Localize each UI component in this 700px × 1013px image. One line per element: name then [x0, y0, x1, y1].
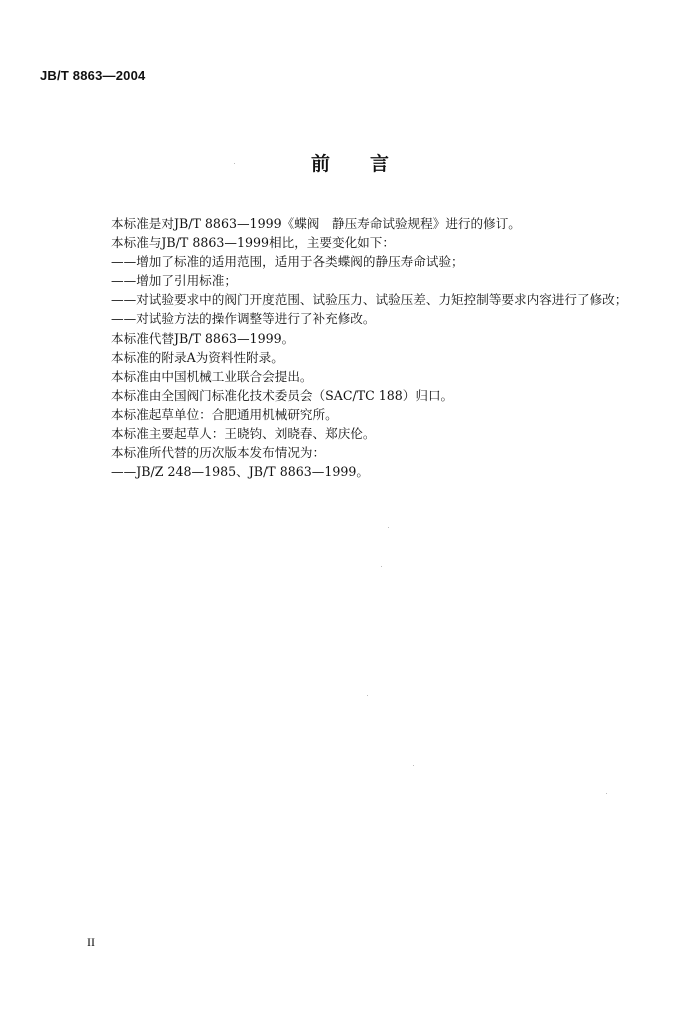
- paragraph-annex: 本标准的附录A为资料性附录。: [111, 349, 284, 365]
- change-item-references: ——增加了引用标准；: [111, 273, 237, 289]
- paragraph-administered-by: 本标准由全国阀门标准化技术委员会（SAC/TC 188）归口。: [111, 387, 454, 403]
- change-item-methods: ——对试验方法的操作调整等进行了补充修改。: [111, 311, 376, 327]
- paragraph-drafters: 本标准主要起草人：王晓钧、刘晓春、郑庆伦。: [111, 426, 376, 442]
- foreword-body: [111, 214, 671, 481]
- page-title: [0, 149, 700, 176]
- scan-speck: [367, 695, 368, 696]
- page-number: II: [87, 935, 95, 949]
- standard-number-header: JB/T 8863—2004: [40, 68, 146, 83]
- change-item-scope: ——增加了标准的适用范围，适用于各类蝶阀的静压寿命试验；: [111, 254, 464, 270]
- scan-speck: [606, 793, 607, 794]
- paragraph-changes-intro: 本标准与JB/T 8863—1999相比，主要变化如下：: [111, 235, 395, 251]
- history-item: ——JB/Z 248—1985、JB/T 8863—1999。: [111, 464, 369, 480]
- scan-speck: [413, 765, 414, 766]
- scan-speck: [234, 163, 235, 164]
- scan-speck: [388, 527, 389, 528]
- title-char-2: 言: [370, 153, 390, 175]
- paragraph-history-intro: 本标准所代替的历次版本发布情况为：: [111, 445, 326, 461]
- title-char-1: 前: [310, 153, 330, 175]
- change-item-requirements: ——对试验要求中的阀门开度范围、试验压力、试验压差、力矩控制等要求内容进行了修改；: [111, 292, 628, 308]
- paragraph-proposed-by: 本标准由中国机械工业联合会提出。: [111, 368, 313, 384]
- scan-speck: [381, 566, 382, 567]
- paragraph-revision-statement: 本标准是对JB/T 8863—1999《蝶阀 静压寿命试验规程》进行的修订。: [111, 216, 521, 231]
- paragraph-supersedes: 本标准代替JB/T 8863—1999。: [111, 330, 295, 346]
- paragraph-drafting-unit: 本标准起草单位：合肥通用机械研究所。: [111, 406, 338, 422]
